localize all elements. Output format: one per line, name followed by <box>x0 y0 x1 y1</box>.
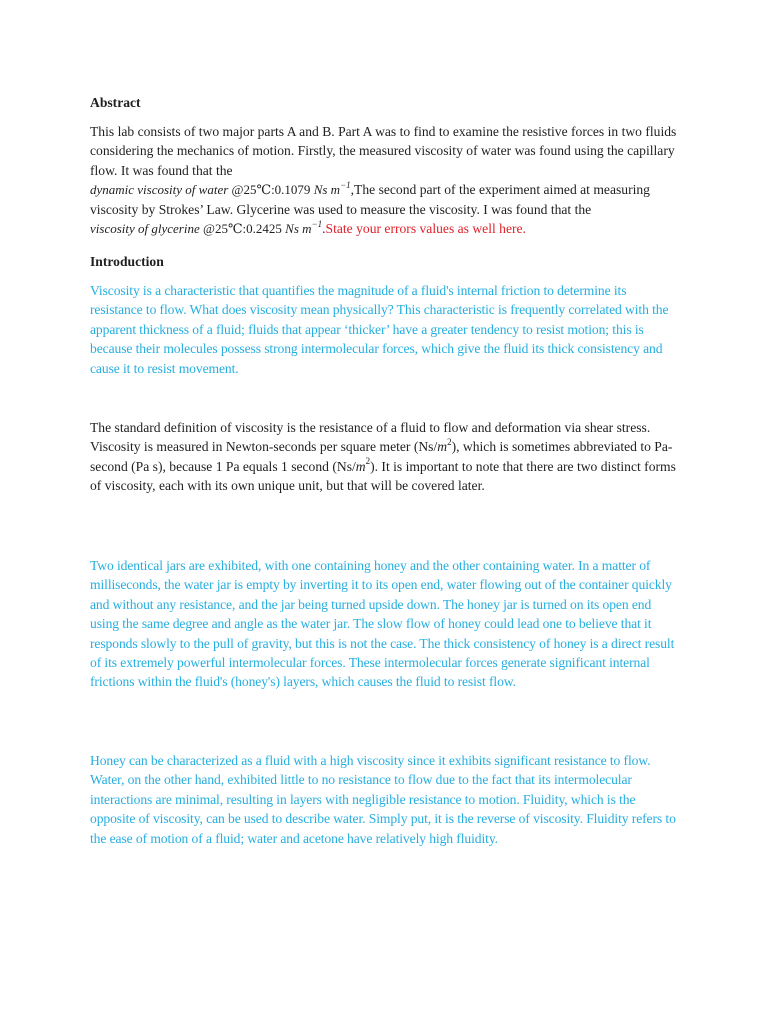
abstract-paragraph: This lab consists of two major parts A and B. Part A was to find to examine the resistive forces in two fluids considering the mechanics of motion. Firstly, the measured viscosity of water was found using the capillary flow. It was found that the dynamic viscosity of water @25℃:0.1079 Ns $m^{-1},The$ second part of the experiment aimed at measuring viscosity by Strokes’ Law. Glycerine was used to measure the viscosity. I was found that the viscosity of glycerine @25℃:0.2425 Ns $m^{-1}.State$ your errors values as well here. <box>90 124 677 237</box>
abstract-text-2: ,The second part of the experiment aimed at measuring viscosity by Strokes’ Law. Glycerine was used to measure the viscosity. I was found that the <box>90 182 650 217</box>
abstract-heading: Abstract <box>90 95 141 110</box>
intro-paragraph-2: The standard definition of viscosity is the resistance of a fluid to flow and deformation via shear stress. Viscosity is measured in Newton-seconds per square meter $(Ns/m^2)$, which is sometimes abbreviated to Pa-second (Pa s), because 1 Pa equals 1 second $(Ns/m^2)$. It is important to note that there are two distinct forms of viscosity, each with its own unique unit, but that will be covered later. <box>90 420 676 494</box>
intro-paragraph-1: Viscosity is a characteristic that quantifies the magnitude of a fluid's internal friction to determine its resistance to flow. What does viscosity mean physically? This characteristic is frequently correlated with the apparent thickness of a fluid; fluids that appear ‘thicker’ have a greater tendency to resist motion; this is because their molecules possess strong intermolecular forces, which give the fluid its thick consistency and cause it to resist movement. <box>90 283 669 376</box>
intro-paragraph-4: Honey can be characterized as a fluid with a high viscosity since it exhibits significant resistance to flow. Water, on the other hand, exhibited little to no resistance to flow due to the fact that its intermolecular interactions are minimal, resulting in layers with negligible resistance to motion. Fluidity, which is the opposite of viscosity, can be used to describe water. Simply put, it is the reverse of viscosity. Fluidity refers to the ease of motion of a fluid; water and acetone have relatively high fluidity. <box>90 753 676 846</box>
abstract-text-1: This lab consists of two major parts A and B. Part A was to find to examine the resistive forces in two fluids considering the mechanics of motion. Firstly, the measured viscosity of water was found using the capillary flow. It was found that the <box>90 124 677 178</box>
review-comment: State your errors values as well here. <box>325 221 526 237</box>
introduction-heading: Introduction <box>90 254 164 269</box>
intro-paragraph-3: Two identical jars are exhibited, with one containing honey and the other containing water. In a matter of milliseconds, the water jar is empty by inverting it to its open end, water flowing out of the container quickly and without any resistance, and the jar being turned upside down. The honey jar is turned on its open end using the same degree and angle as the water jar. The slow flow of honey could lead one to believe that it responds slowly to the pull of gravity, but this is not the case. The thick consistency of honey is a direct result of its extremely powerful intermolecular forces. These intermolecular forces generate significant internal frictions within the fluid's (honey's) layers, which causes the fluid to resist flow. <box>90 558 675 690</box>
glycerine-viscosity-equation: viscosity of glycerine @25℃:0.2425 Ns $m^{-1}$ <box>90 218 323 237</box>
water-viscosity-equation: dynamic viscosity of water @25℃:0.1079 Ns $m^{-1}$ <box>90 179 351 198</box>
